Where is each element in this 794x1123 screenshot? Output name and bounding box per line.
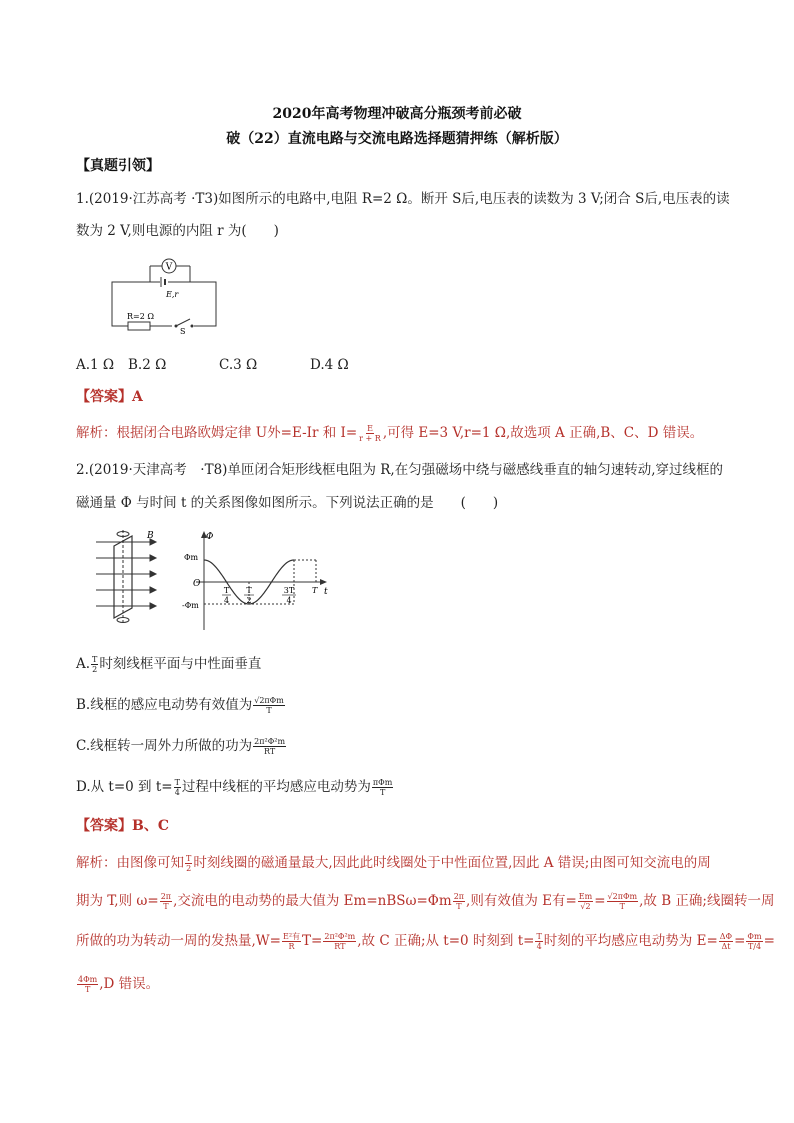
resistor-label: R=2 Ω: [127, 312, 154, 321]
q1-option-a: A.1 Ω: [76, 357, 115, 373]
switch-label: S: [180, 327, 186, 334]
svg-text:4: 4: [286, 596, 292, 605]
q2-answer: 【答案】B、C: [76, 818, 169, 834]
battery-icon: [160, 277, 168, 287]
q2-option-b: B.线框的感应电动势有效值为 $\frac{\text{√2πΦm}}{T}$: [76, 696, 284, 715]
q1-option-b: B.2 Ω: [128, 357, 167, 373]
svg-text:4: 4: [223, 596, 230, 605]
q2-analysis-line4: $\frac{4\Phi m}{T}$ ,D 错误。: [78, 975, 160, 994]
field-b-label: B: [147, 531, 154, 541]
q1-analysis: 解析：根据闭合电路欧姆定律 U外=E-Ir 和 I= $\frac{E}{r + R}$ ,可得 E=3 V,r=1 Ω,故选项 A 正确,B、C、D 错误。: [76, 424, 704, 443]
tick-t: T: [312, 586, 318, 595]
voltmeter-label: V: [165, 262, 173, 273]
q1-circuit-figure: [100, 252, 230, 334]
phim-label: Φm: [184, 553, 199, 562]
q2-option-a: A. $\frac{T}{2}$ 时刻线框平面与中性面垂直: [76, 655, 262, 674]
q2-analysis-line2: 期为 T,则 ω= $\frac{2\pi}{T}$ ,交流电的电动势的最大值为 Em=nBSω=Φm $\frac{2\pi}{T}$ ,则有效值为 E有= $\frac{Em}{√2}$ = $\frac{\text{√2πΦm}}{T}$ ,故 B 正确;线圈转一周: [76, 892, 775, 911]
svg-text:T: T: [246, 586, 252, 595]
q2-flux-graph: [182, 530, 332, 630]
q2-option-d: D.从 t=0 到 t= $\frac{T}{4}$ 过程中线框的平均感应电动势为 $\frac{\text{πΦm}}{T}$: [76, 778, 393, 797]
q1-option-d: D.4 Ω: [310, 357, 349, 373]
q1-stem-line2: 数为 2 V,则电源的内阻 r 为( ): [76, 223, 279, 239]
q2-analysis-line1: 解析：由图像可知 $\frac{T}{2}$ 时刻线圈的磁通量最大,因此此时线圈处于中性面位置,因此 A 错误;由图可知交流电的周: [76, 854, 711, 873]
origin-label: O: [193, 579, 201, 589]
tick-3t4: [282, 586, 296, 605]
q2-analysis-line3: 所做的功为转动一周的发热量,W= $\frac{\text{E²有}}{R}$ T= $\frac{\text{2π²Φ²m}}{RT}$ ,故 C 正确;从 t=0 时刻到 t= $\frac{T}{4}$ 时刻的平均感应电动势为 E= $\frac{\Delta\Phi}{\Delta t}$ = $\frac{\Phi m}{T/4}$ =: [76, 932, 775, 951]
q2-coil-figure: [92, 528, 162, 626]
tick-t4: [222, 586, 231, 605]
battery-label: E,r: [166, 290, 179, 299]
q1-answer: 【答案】A: [76, 389, 143, 405]
page-subtitle: 破（22）直流电路与交流电路选择题猜押练（解析版）: [226, 131, 568, 147]
t-axis-label: t: [324, 587, 328, 597]
section-heading: 【真题引领】: [76, 158, 160, 174]
svg-text:T: T: [223, 586, 230, 595]
svg-text:2: 2: [246, 596, 252, 605]
page-title: 2020年高考物理冲破高分瓶颈考前必破: [272, 106, 522, 122]
q1-stem-line1: 1.(2019·江苏高考 ·T3)如图所示的电路中,电阻 R=2 Ω。断开 S后,电压表的读数为 3 V;闭合 S后,电压表的读: [76, 191, 730, 207]
resistor-icon: [128, 322, 150, 330]
phi-axis-label: Φ: [206, 532, 214, 542]
q2-stem-line2: 磁通量 Φ 与时间 t 的关系图像如图所示。下列说法正确的是 ( ): [76, 495, 499, 511]
q2-option-c: C.线框转一周外力所做的功为 $\frac{\text{2π²Φ²m}}{RT}$: [76, 737, 286, 756]
q1-option-c: C.3 Ω: [219, 357, 258, 373]
tick-t2: [244, 586, 254, 605]
neg-phim-label: -Φm: [182, 601, 199, 610]
q2-stem-line1: 2.(2019·天津高考 ·T8)单匝闭合矩形线框电阻为 R,在匀强磁场中绕与磁感线垂直的轴匀速转动,穿过线框的: [76, 462, 723, 478]
svg-text:3T: 3T: [283, 586, 295, 595]
